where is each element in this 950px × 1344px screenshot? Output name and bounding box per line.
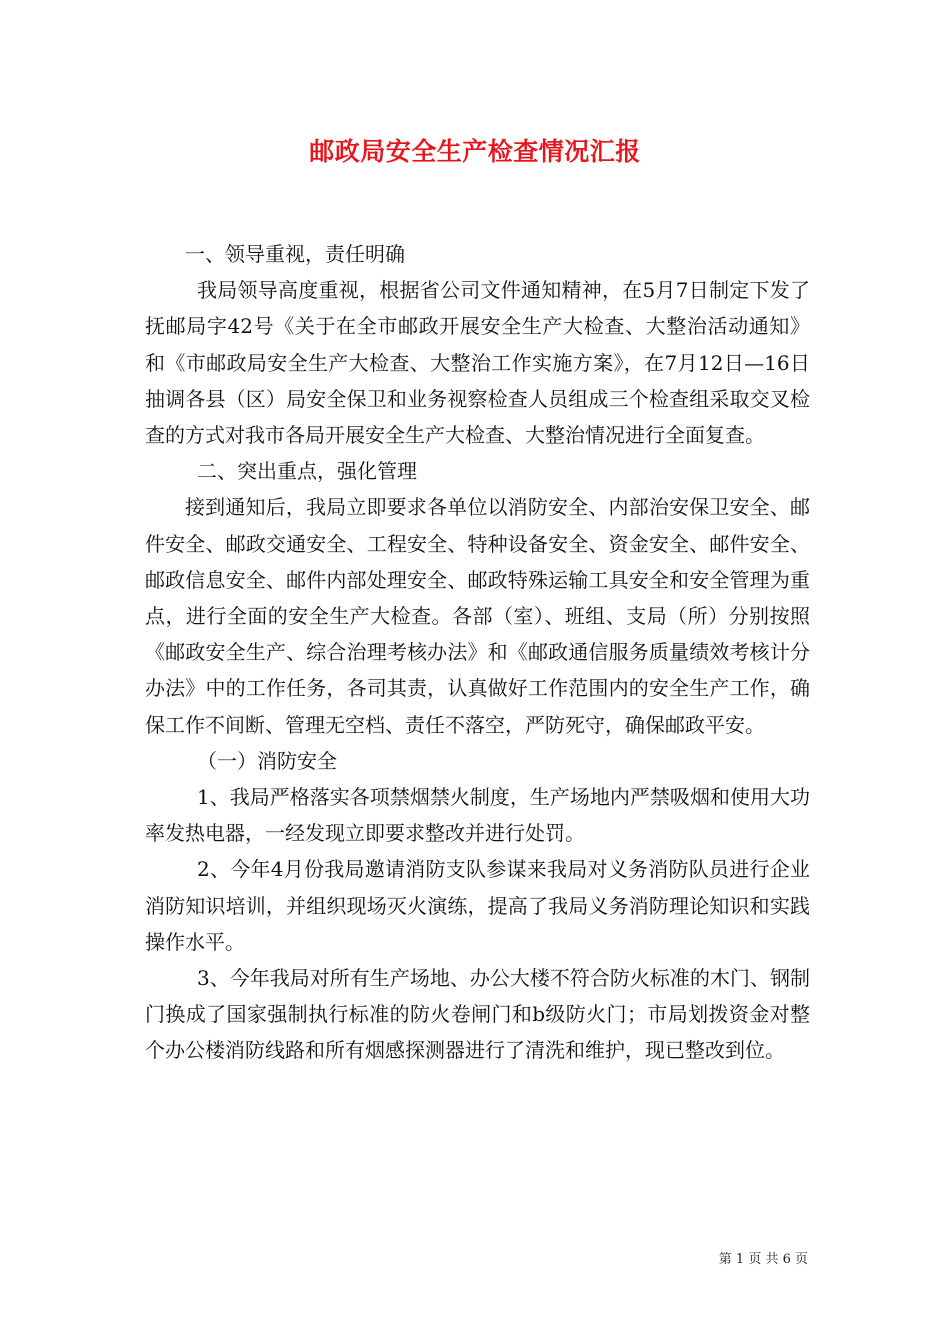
subsection-heading: （一）消防安全 bbox=[197, 748, 337, 773]
section-heading-1: 一、领导重视，责任明确 bbox=[185, 242, 405, 266]
section-heading-2: 二、突出重点，强化管理 bbox=[197, 459, 417, 484]
document-title: 邮政局安全生产检查情况汇报 bbox=[309, 137, 641, 166]
paragraph: 接到通知后，我局立即要求各单位以消防安全、内部治安保卫安全、邮件安全、邮政交通安全、工程安全、特种设备安全、资金安全、邮件安全、邮政信息安全、邮件内部处理安全、邮政特殊运输工具安全和安全管理为重点，进行全面的安全生产大检查。各部（室）、班组、支局（所）分别按照《邮政安全生产、综合治理考核办法》和《邮政通信服务质量绩效考核计分办法》中的工作任务，各司其责，认真做好工作范围内的安全生产工作，确保工作不间断、管理无空档、责任不落空，严防死守，确保邮政平安。 bbox=[145, 495, 810, 737]
page-number: 第 1 页 共 6 页 bbox=[718, 1252, 808, 1267]
list-item: 1、我局严格落实各项禁烟禁火制度，生产场地内严禁吸烟和使用大功率发热电器，一经发现立即要求整改并进行处罚。 bbox=[145, 785, 810, 846]
list-item: 2、今年4月份我局邀请消防支队参谋来我局对义务消防队员进行企业消防知识培训，并组织现场灭火演练，提高了我局义务消防理论知识和实践操作水平。 bbox=[145, 857, 810, 954]
paragraph: 我局领导高度重视，根据省公司文件通知精神，在5月7日制定下发了抚邮局字42号《关于在全市邮政开展安全生产大检查、大整治活动通知》和《市邮政局安全生产大检查、大整治工作实施方案》，在7月12日—16日抽调各县（区）局安全保卫和业务视察检查人员组成三个检查组采取交叉检查的方式对我市各局开展安全生产大检查、大整治情况进行全面复查。 bbox=[145, 278, 810, 448]
list-item: 3、今年我局对所有生产场地、办公大楼不符合防火标准的木门、钢制门换成了国家强制执行标准的防火卷闸门和b级防火门；市局划拨资金对整个办公楼消防线路和所有烟感探测器进行了清洗和维护，现已整改到位。 bbox=[145, 966, 810, 1063]
document-body bbox=[145, 236, 810, 1069]
